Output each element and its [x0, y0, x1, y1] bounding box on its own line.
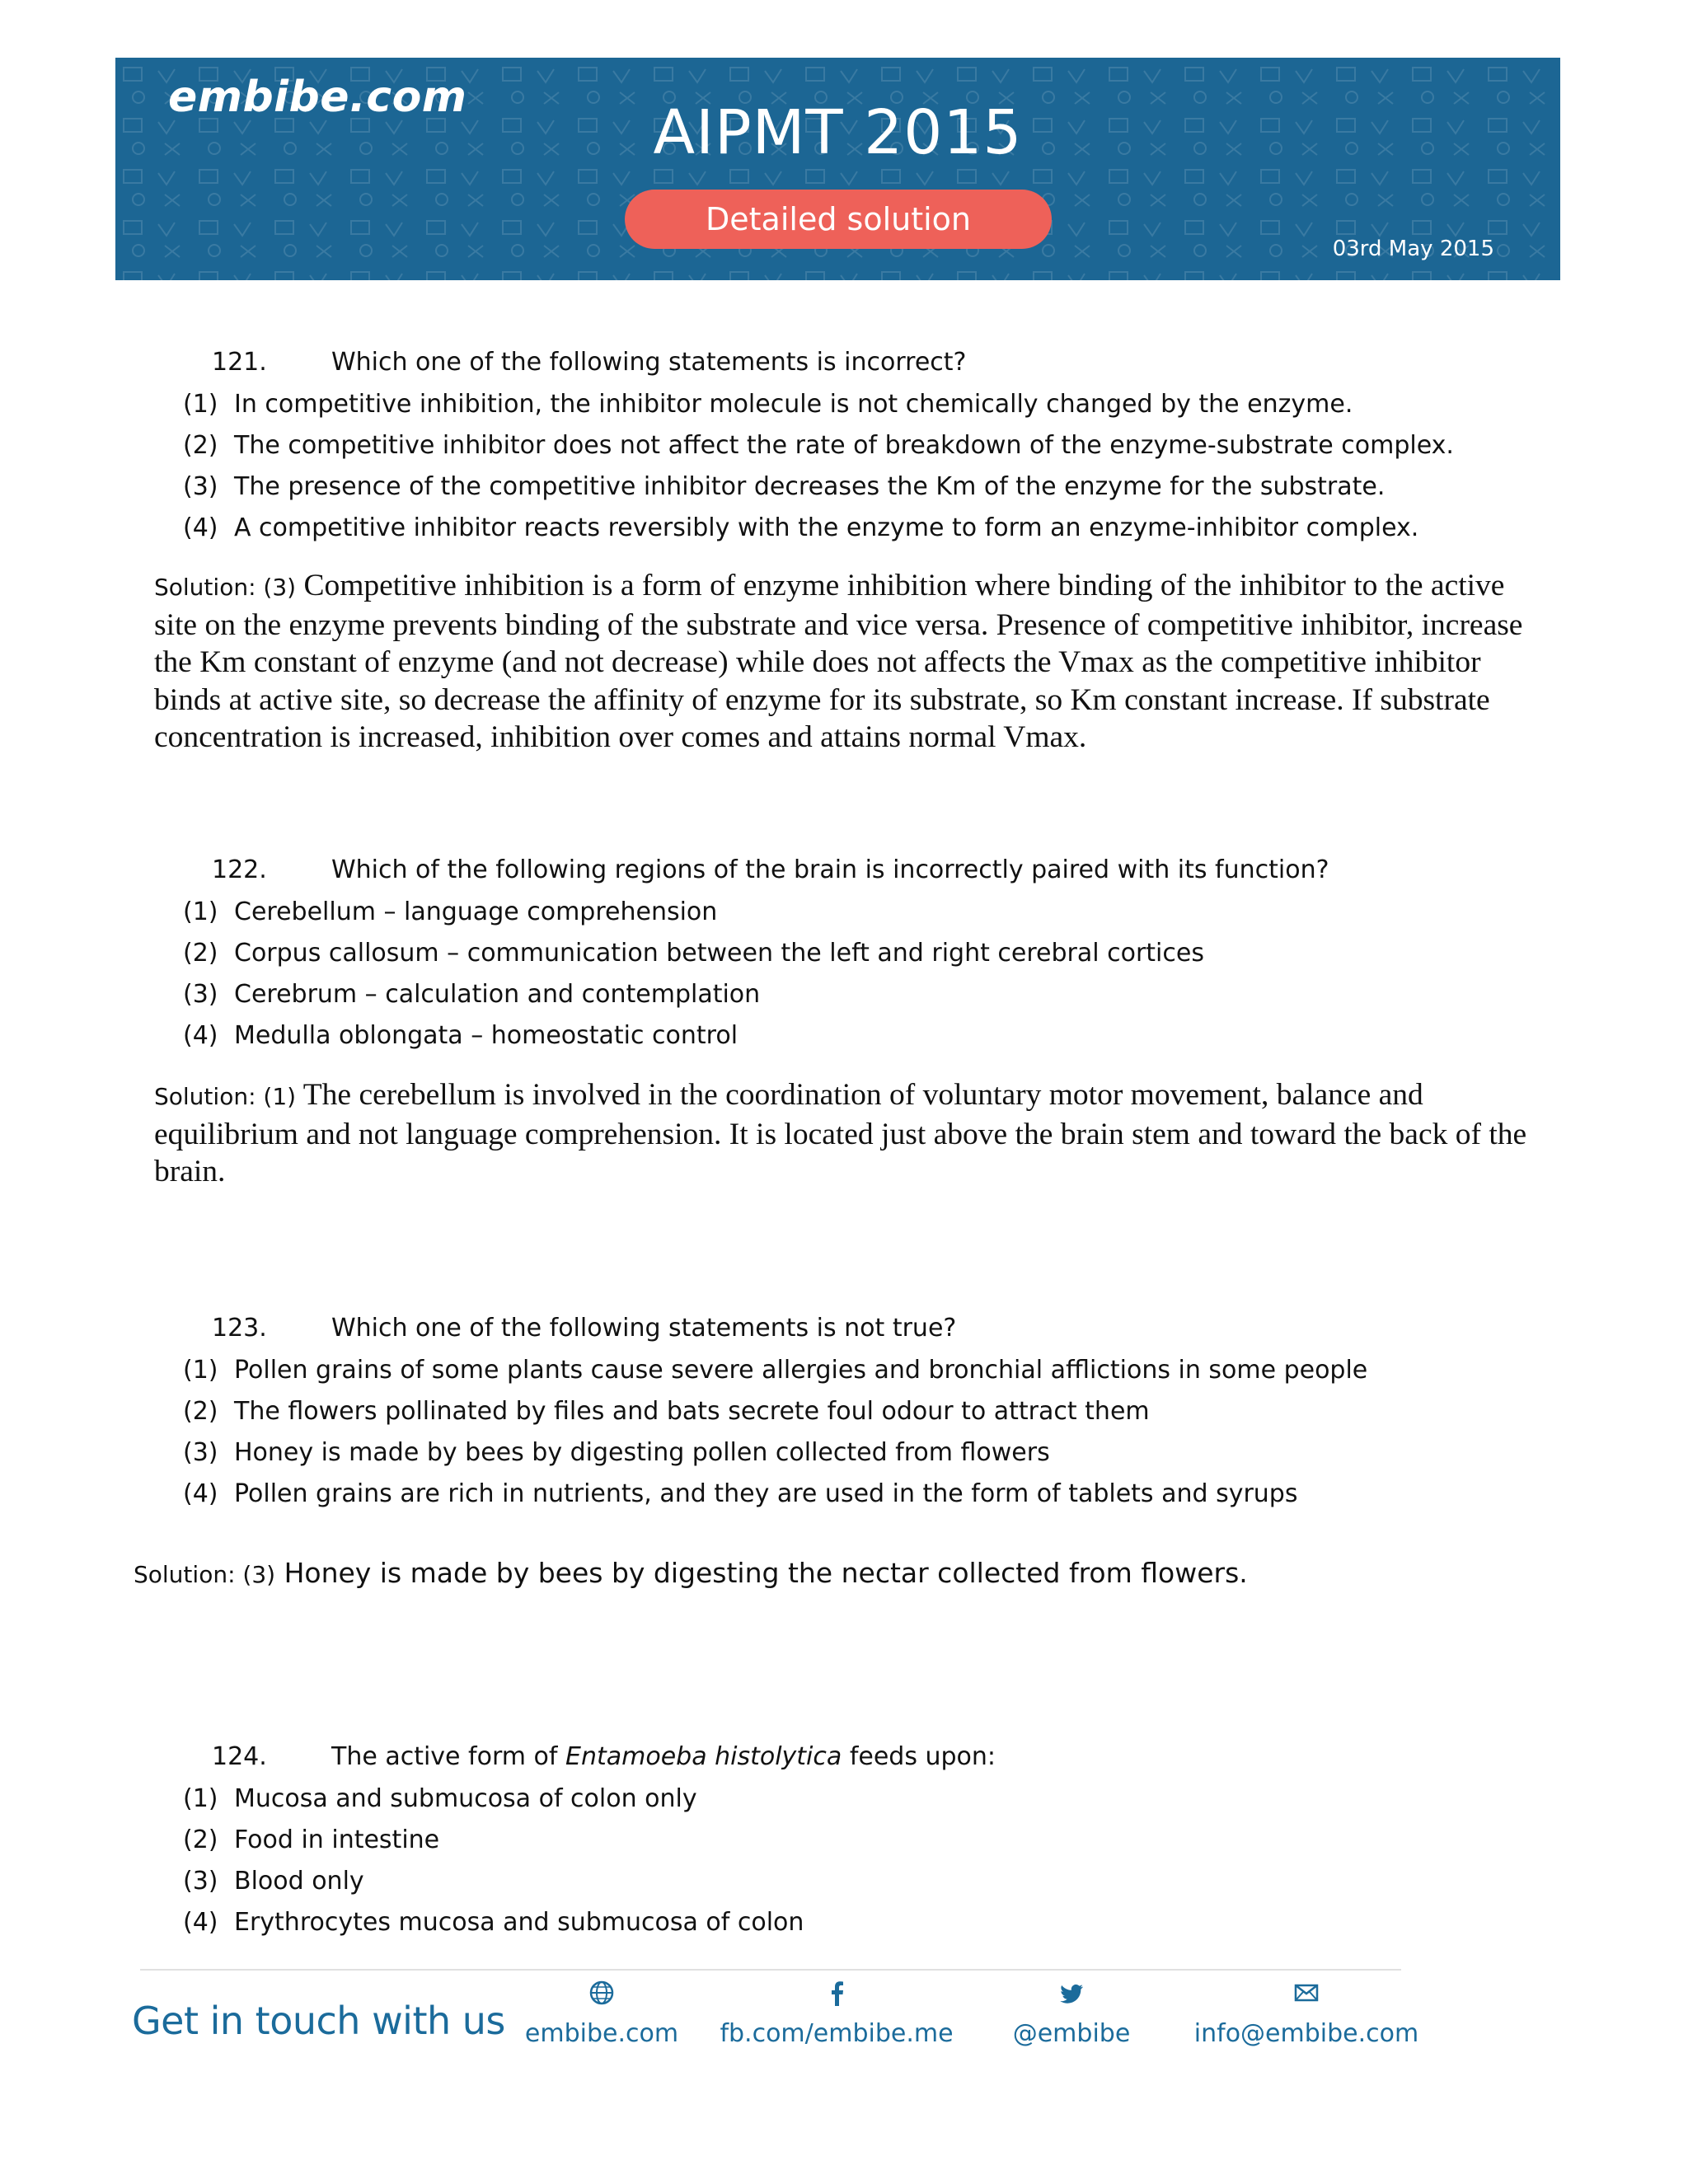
option-text: Cerebrum – calculation and contemplation: [234, 980, 761, 1009]
option-2: [183, 1391, 1367, 1432]
option-text: The presence of the competitive inhibitor decreases the Km of the enzyme for the substrate.: [234, 472, 1386, 501]
question-123-options: [183, 1350, 1367, 1515]
option-4: [183, 1902, 804, 1943]
option-text: Food in intestine: [234, 1825, 440, 1854]
question-121-stem: [212, 348, 966, 377]
solution-text: The cerebellum is involved in the coordination of voluntary motor movement, balance and equilibrium and not language comprehension. It is located just above the brain stem and toward the back of the brain.: [154, 1078, 1527, 1188]
option-number: (2): [183, 939, 218, 968]
option-text: The competitive inhibitor does not affect the rate of breakdown of the enzyme-substrate complex.: [234, 431, 1454, 460]
option-4: [183, 508, 1454, 549]
option-2: [183, 425, 1454, 466]
exam-date: 03rd May 2015: [1332, 237, 1494, 261]
option-text: Pollen grains of some plants cause severe allergies and bronchial afflictions in some people: [234, 1356, 1368, 1385]
question-123-solution: [134, 1554, 1518, 1594]
footer-link-text: @embibe: [1012, 2019, 1131, 2048]
footer-link-text: embibe.com: [524, 2019, 679, 2048]
option-text: Honey is made by bees by digesting pollen collected from flowers: [234, 1438, 1050, 1467]
option-number: (4): [183, 1479, 218, 1508]
question-124-stem: [212, 1742, 996, 1771]
option-number: (3): [183, 980, 218, 1009]
facebook-icon: [828, 1976, 845, 2009]
option-text: Cerebellum – language comprehension: [234, 898, 718, 926]
option-text: Mucosa and submucosa of colon only: [234, 1784, 697, 1813]
solution-prefix: Solution: (3): [134, 1561, 276, 1588]
question-text-end: feeds upon:: [842, 1742, 996, 1771]
header-banner: [115, 58, 1560, 280]
option-1: [183, 892, 1204, 933]
option-text: Blood only: [234, 1867, 364, 1896]
option-2: [183, 933, 1204, 974]
footer-link-website[interactable]: [519, 1976, 684, 2048]
option-number: (4): [183, 1021, 218, 1050]
mail-icon: [1293, 1976, 1320, 2009]
footer-divider: [140, 1969, 1401, 1971]
option-number: (2): [183, 1825, 218, 1854]
question-text: Which one of the following statements is not true?: [331, 1314, 957, 1343]
question-124-options: [183, 1779, 804, 1943]
option-number: (1): [183, 390, 218, 419]
option-3: [183, 974, 1204, 1015]
option-number: (4): [183, 1908, 218, 1937]
globe-icon: [588, 1976, 616, 2009]
solution-text: Competitive inhibition is a form of enzyme inhibition where binding of the inhibitor to the active site on the enzyme prevents binding of the substrate and vice versa. Presence of competitive inhibitor, increase the Km constant of enzyme (and not decrease) while does not affects the Vmax as the competitive inhibitor binds at active site, so decrease the affinity of enzyme for its substrate, so Km constant increase. If substrate concentration is increased, inhibition over comes and attains normal Vmax.: [154, 569, 1523, 754]
option-text: Corpus callosum – communication between the left and right cerebral cortices: [234, 939, 1204, 968]
option-1: [183, 1350, 1367, 1391]
solution-text: Honey is made by bees by digesting the nectar collected from flowers.: [284, 1557, 1248, 1589]
species-name: Entamoeba histolytica: [565, 1742, 842, 1771]
footer-link-email[interactable]: [1187, 1976, 1426, 2048]
question-121-options: [183, 384, 1454, 549]
footer-cta: Get in touch with us: [132, 1999, 505, 2043]
option-text: The flowers pollinated by files and bats secrete foul odour to attract them: [234, 1397, 1150, 1426]
question-number: 123.: [212, 1314, 267, 1343]
option-3: [183, 466, 1454, 508]
option-number: (2): [183, 1397, 218, 1426]
solution-prefix: Solution: (1): [154, 1083, 297, 1110]
question-number: 124.: [212, 1742, 267, 1771]
option-1: [183, 1779, 804, 1820]
question-text: Which of the following regions of the brain is incorrectly paired with its function?: [331, 855, 1329, 884]
footer-link-facebook[interactable]: [717, 1976, 956, 2048]
question-122-stem: [212, 855, 1329, 884]
question-text: The active form of: [331, 1742, 565, 1771]
exam-title: AIPMT 2015: [653, 97, 1023, 168]
footer-link-text: fb.com/embibe.me: [720, 2019, 954, 2048]
option-text: Erythrocytes mucosa and submucosa of colon: [234, 1908, 804, 1937]
option-3: [183, 1432, 1367, 1474]
brand-logo: embibe.com: [168, 73, 467, 122]
option-number: (3): [183, 1438, 218, 1467]
question-number: 122.: [212, 855, 267, 884]
option-number: (3): [183, 1867, 218, 1896]
footer-link-twitter[interactable]: [997, 1976, 1146, 2048]
option-text: Pollen grains are rich in nutrients, and they are used in the form of tablets and syrups: [234, 1479, 1298, 1508]
footer-link-text: info@embibe.com: [1193, 2019, 1419, 2048]
option-number: (1): [183, 1356, 218, 1385]
option-4: [183, 1015, 1204, 1057]
question-number: 121.: [212, 348, 267, 377]
question-121-solution: [154, 567, 1539, 757]
option-4: [183, 1474, 1367, 1515]
question-122-solution: [154, 1076, 1539, 1191]
option-number: (1): [183, 898, 218, 926]
option-number: (1): [183, 1784, 218, 1813]
option-text: Medulla oblongata – homeostatic control: [234, 1021, 738, 1050]
detailed-solution-badge: Detailed solution: [625, 190, 1052, 249]
twitter-icon: [1057, 1976, 1085, 2009]
option-text: A competitive inhibitor reacts reversibly with the enzyme to form an enzyme-inhibitor complex.: [234, 513, 1419, 542]
option-number: (2): [183, 431, 218, 460]
option-3: [183, 1861, 804, 1902]
option-1: [183, 384, 1454, 425]
option-number: (3): [183, 472, 218, 501]
option-text: In competitive inhibition, the inhibitor molecule is not chemically changed by the enzyme.: [234, 390, 1353, 419]
option-number: (4): [183, 513, 218, 542]
question-122-options: [183, 892, 1204, 1057]
question-text: Which one of the following statements is incorrect?: [331, 348, 967, 377]
option-2: [183, 1820, 804, 1861]
solution-prefix: Solution: (3): [154, 574, 297, 601]
question-123-stem: [212, 1314, 956, 1343]
